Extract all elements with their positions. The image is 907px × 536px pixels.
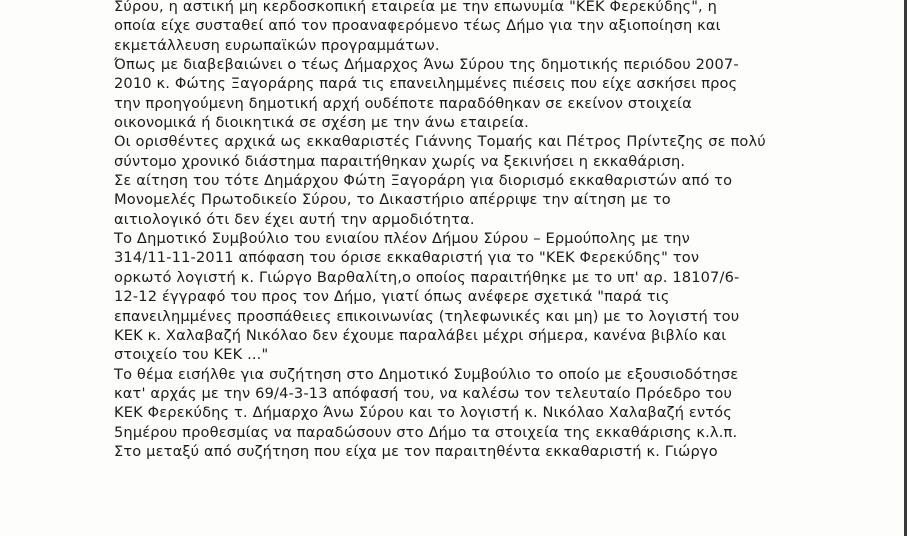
text-line: Σύρου, η αστική μη κερδοσκοπική εταιρεία με την επωνυμία "ΚΕΚ Φερεκύδης", η (114, 0, 718, 15)
text-line: οποία είχε συσταθεί από τον προαναφερόμενο τέως Δήμο για την αξιοποίηση και (114, 17, 721, 35)
text-line: ΚΕΚ κ. Χαλαβαζή Νικόλαο δεν έχουμε παραλάβει μέχρι σήμερα, κανένα βιβλίο και (114, 326, 727, 344)
text-line: Σε αίτηση του τότε Δημάρχου Φώτη Ξαγοράρη για διορισμό εκκαθαριστών από το (114, 172, 733, 190)
text-line: Μονομελές Πρωτοδικείο Σύρου, το Δικαστήριο απέρριψε την αίτηση με το (114, 191, 671, 209)
text-line: ορκωτό λογιστή κ. Γιώργο Βαρθαλίτη,ο οποίος παραιτήθηκε με το υπ' αρ. 18107/6- (114, 268, 740, 286)
text-line: Το Δημοτικό Συμβούλιο του ενιαίου πλέον Δήμου Σύρου – Ερμούπολης με την (114, 230, 690, 248)
text-line: ΚΕΚ Φερεκύδης τ. Δήμαρχο Άνω Σύρου και το λογιστή κ. Νικόλαο Χαλαβαζή εντός (114, 404, 732, 422)
text-line: Οι ορισθέντες αρχικά ως εκκαθαριστές Γιάννης Τομαής και Πέτρος Πρίντεζης σε πολύ (114, 133, 766, 151)
text-line: στοιχείο του ΚΕΚ ..." (114, 346, 269, 364)
text-line: την προηγούμενη δημοτική αρχή ουδέποτε παραδόθηκαν σε εκείνον στοιχεία (114, 94, 692, 112)
text-line: Στο μεταξύ από συζήτηση που είχα με τον παραιτηθέντα εκκαθαριστή κ. Γιώργο (114, 442, 718, 460)
text-line: 5ημέρου προθεσμίας να παραδώσουν στο Δήμο τα στοιχεία της εκκαθάρισης κ.λ.π. (114, 423, 738, 441)
text-line: σύντομο χρονικό διάστημα παραιτήθηκαν χωρίς να ξεκινήσει η εκκαθάριση. (114, 152, 686, 170)
text-line: αιτιολογικό ότι δεν έχει αυτή την αρμοδιότητα. (114, 210, 475, 228)
text-line: Όπως με διαβεβαιώνει ο τέως Δήμαρχος Άνω Σύρου της δημοτικής περιόδου 2007- (114, 56, 739, 74)
text-line: κατ' αρχάς με την 69/4-3-13 απόφασή του, να καλέσω τον τελευταίο Πρόεδρο του (114, 384, 733, 402)
text-line: επανειλημμένες προσπάθειες επικοινωνίας (τηλεφωνικές και μη) με το λογιστή του (114, 307, 740, 325)
document-text-body (114, 0, 904, 461)
text-line: 2010 κ. Φώτης Ξαγοράρης παρά τις επανειλημμένες πιέσεις που είχε ασκήσει προς (114, 75, 738, 93)
text-line: οικονομικά ή διοικητικά σε σχέση με την άνω εταιρεία. (114, 114, 529, 132)
text-line: εκμετάλλευση ευρωπαϊκών προγραμμάτων. (114, 36, 440, 54)
text-line: 314/11-11-2011 απόφαση του όρισε εκκαθαριστή για το "ΚΕΚ Φερεκύδης" τον (114, 249, 700, 267)
text-line: Το θέμα εισήλθε για συζήτηση στο Δημοτικό Συμβούλιο το οποίο με εξουσιοδότησε (114, 365, 739, 383)
text-line: 12-12 έγγραφό του προς τον Δήμο, γιατί όπως ανέφερε σχετικά "παρά τις (114, 288, 670, 306)
